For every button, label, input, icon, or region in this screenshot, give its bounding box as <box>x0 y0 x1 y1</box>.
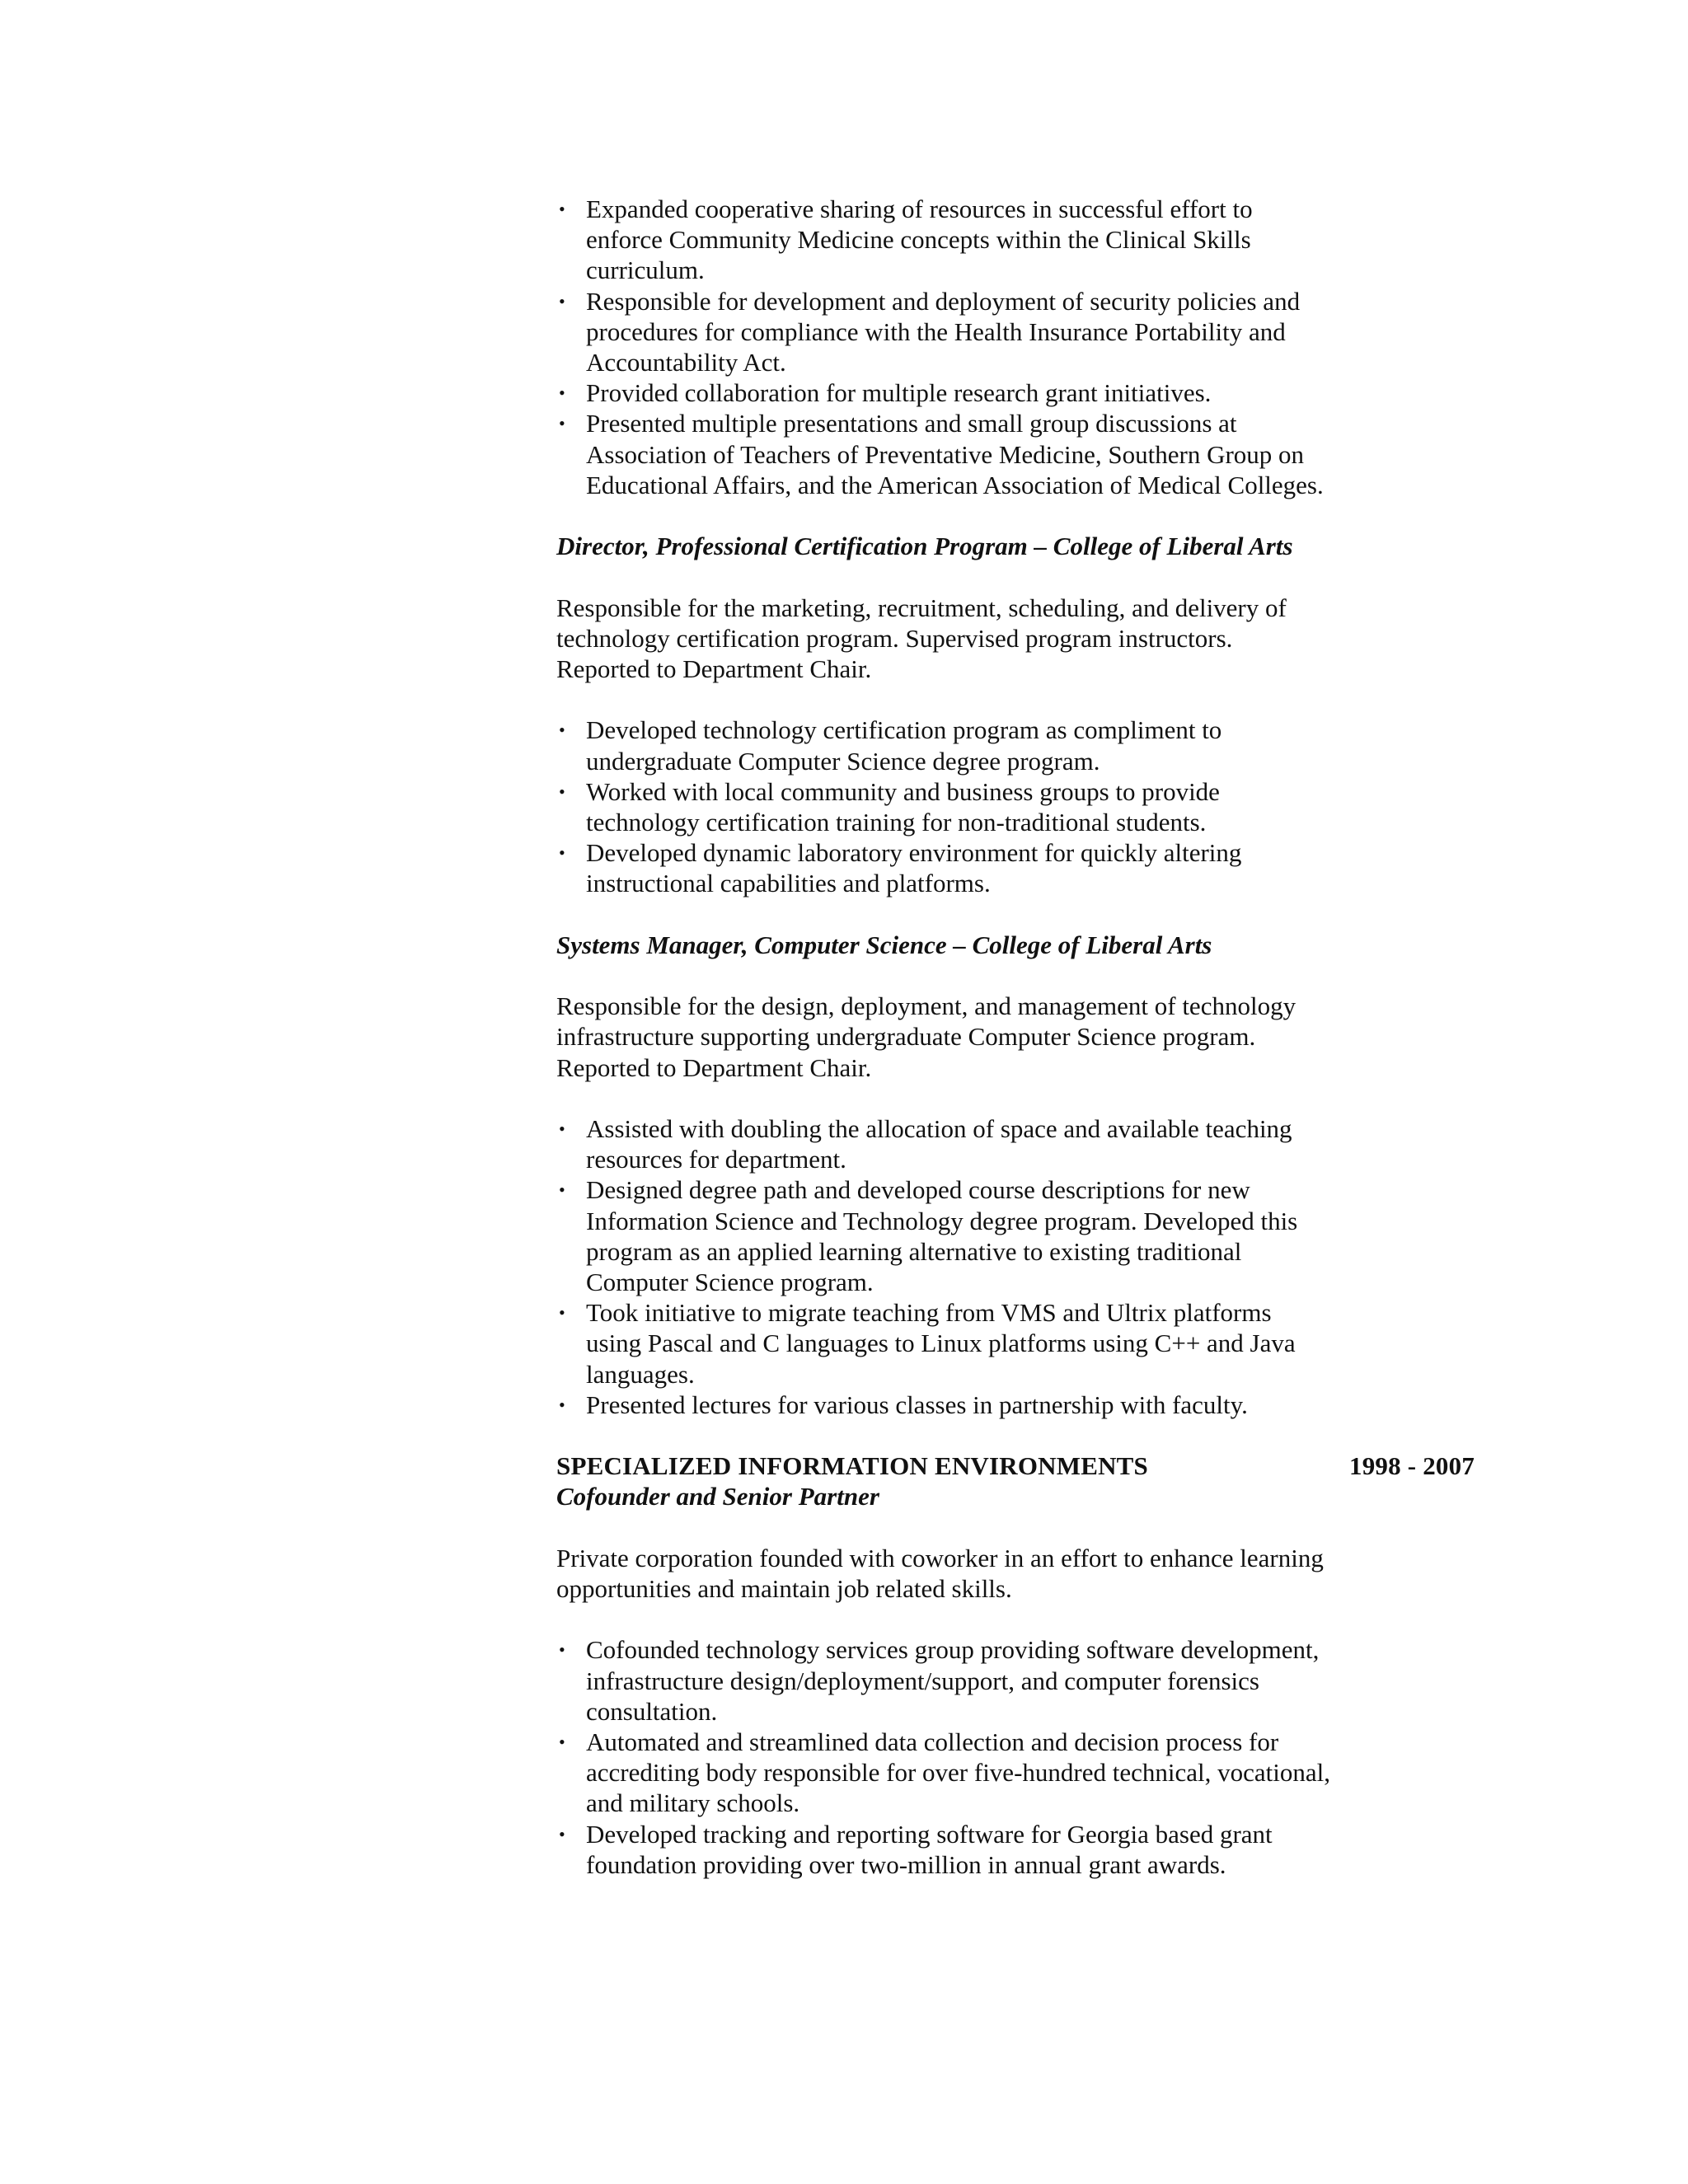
resume-body <box>556 194 1475 1880</box>
list-item: • Presented lectures for various classes in partnership with faculty. <box>559 1390 1248 1419</box>
list-item: • Developed dynamic laboratory environment for quickly altering instructional capabilities and platforms. <box>559 838 1242 898</box>
list-item: • Developed technology certification program as compliment to undergraduate Computer Science degree program. <box>559 715 1222 776</box>
bullet-icon: • <box>559 382 565 404</box>
list-item: • Developed tracking and reporting software for Georgia based grant foundation providing over two-million in annual grant awards. <box>559 1819 1273 1879</box>
list-item: • Presented multiple presentations and small group discussions at Association of Teachers of Preventative Medicine, Southern Group on Educational Affairs, and the American Association of Medical Colleges. <box>559 409 1324 499</box>
list-item: • Assisted with doubling the allocation of space and available teaching resources for department. <box>559 1114 1292 1174</box>
director-summary: Responsible for the marketing, recruitment, scheduling, and delivery of technology certification program. Supervised program instructors. Reported to Department Chair. <box>556 593 1287 684</box>
bullet-icon: • <box>559 413 565 434</box>
sie-summary: Private corporation founded with coworker in an effort to enhance learning opportunities and maintain job related skills. <box>556 1543 1324 1604</box>
organization-header <box>556 1451 1475 1481</box>
list-item: • Took initiative to migrate teaching from VMS and Ultrix platforms using Pascal and C languages to Linux platforms using C++ and Java languages. <box>559 1298 1296 1389</box>
list-item: • Worked with local community and business groups to provide technology certification training for non-traditional students. <box>559 776 1220 837</box>
bullet-icon: • <box>559 290 565 312</box>
bullet-icon: • <box>559 1639 565 1661</box>
bullet-icon: • <box>559 1823 565 1844</box>
bullet-icon: • <box>559 1302 565 1324</box>
director-job-title: Director, Professional Certification Program – College of Liberal Arts <box>556 532 1293 561</box>
bullet-icon: • <box>559 199 565 219</box>
list-item: • Provided collaboration for multiple research grant initiatives. <box>559 378 1212 408</box>
director-bullet-list <box>556 715 1331 898</box>
list-item: • Cofounded technology services group providing software development, infrastructure design/deployment/support, and computer forensics consultation. <box>559 1635 1320 1726</box>
systems-manager-summary: Responsible for the design, deployment, and management of technology infrastructure supporting undergraduate Computer Science program. Reported to Department Chair. <box>556 991 1296 1082</box>
top-bullet-list <box>556 194 1331 500</box>
employment-dates: 1998 - 2007 <box>1349 1451 1475 1481</box>
organization-name: SPECIALIZED INFORMATION ENVIRONMENTS <box>556 1451 1148 1481</box>
cofounder-job-title: Cofounder and Senior Partner <box>556 1482 879 1511</box>
sie-bullet-list <box>556 1634 1331 1880</box>
bullet-icon: • <box>559 1118 565 1139</box>
bullet-icon: • <box>559 1394 565 1415</box>
systems-manager-bullet-list <box>556 1113 1331 1420</box>
list-item: • Automated and streamlined data collection and decision process for accrediting body responsible for over five-hundred technical, vocational, and military schools. <box>559 1727 1330 1818</box>
bullet-icon: • <box>559 780 565 802</box>
bullet-icon: • <box>559 1179 565 1201</box>
list-item: • Responsible for development and deployment of security policies and procedures for compliance with the Health Insurance Portability and Accountability Act. <box>559 286 1301 377</box>
list-item: • Expanded cooperative sharing of resources in successful effort to enforce Community Medicine concepts within the Clinical Skills curriculum. <box>559 194 1253 285</box>
list-item: • Designed degree path and developed course descriptions for new Information Science and Technology degree program. Developed this program as an applied learning alternative to existing traditional Computer Science program. <box>559 1175 1298 1297</box>
bullet-icon: • <box>559 842 565 864</box>
bullet-icon: • <box>559 719 565 741</box>
systems-manager-job-title: Systems Manager, Computer Science – College of Liberal Arts <box>556 930 1212 959</box>
bullet-icon: • <box>559 1732 565 1753</box>
